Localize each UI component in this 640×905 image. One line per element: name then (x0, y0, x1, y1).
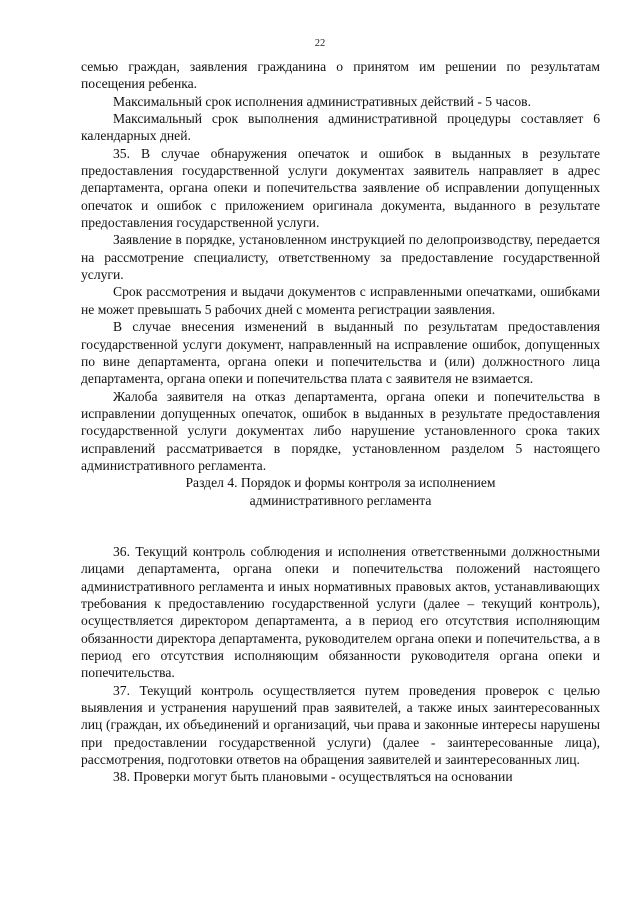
paragraph-complaint: Жалоба заявителя на отказ департамента, органа опеки и попечительства в исправлении допущенных опечаток, ошибок в выданных в результате предоставления государственной услуги документах либо нарушение установленного срока таких исправлений рассматривается в порядке, установленном разделом 5 настоящего административного регламента. (81, 388, 600, 473)
paragraph-38: 38. Проверки могут быть плановыми - осуществляться на основании (113, 769, 513, 785)
paragraph-no-fee: В случае внесения изменений в выданный по результатам предоставления государственной услуги документ, направленный на исправление ошибок, допущенных по вине департамента, органа опеки и попечительства и (или) должностного лица департамента, органа опеки и попечительства плата с заявителя не взимается. (81, 319, 600, 387)
paragraph-correction-term: Срок рассмотрения и выдачи документов с исправленными опечатками, ошибками не может превышать 5 рабочих дней с момента регистрации заявления. (81, 284, 600, 317)
paragraph-max-action-time: Максимальный срок исполнения административных действий - 5 часов. (113, 93, 531, 109)
section-spacer (81, 509, 600, 543)
section-heading-line-1: Раздел 4. Порядок и формы контроля за исполнением (185, 475, 496, 491)
page-number: 22 (314, 38, 326, 49)
section-heading-line-2: административного регламента (249, 492, 432, 508)
paragraph-37: 37. Текущий контроль осуществляется путем проведения проверок с целью выявления и устранения нарушений прав заявителей, а также иных заинтересованных лиц (граждан, их объединений и организаций, чьи права и законные интересы нарушены при предоставлении государственной услуги) (далее - заинтересованные лица), рассмотрения, подготовки ответов на обращения заявителей и заинтересованных лиц. (81, 682, 600, 768)
paragraph-35: 35. В случае обнаружения опечаток и ошибок в выданных в результате предоставления государственной услуги документах заявитель направляет в адрес департамента, органа опеки и попечительства заявление об исправлении допущенных опечаток и ошибок с приложением оригинала документа, выданного в результате предоставления государственной услуги. (81, 145, 600, 231)
paragraph-continuation: семью граждан, заявления гражданина о принятом им решении по результатам посещения ребенка. (81, 59, 600, 92)
paragraph-application-transfer: Заявление в порядке, установленном инструкцией по делопроизводству, передается на рассмотрение специалисту, ответственному за предоставление государственной услуги. (81, 232, 600, 283)
paragraph-max-procedure-time: Максимальный срок выполнения административной процедуры составляет 6 календарных дней. (81, 111, 600, 144)
paragraph-36: 36. Текущий контроль соблюдения и исполнения ответственными должностными лицами департамента, органа опеки и попечительства положений настоящего административного регламента и иных нормативных правовых актов, устанавливающих требования к предоставлению государственной услуги (далее – текущий контроль), осуществляется директором департамента, а в период его отсутствия исполняющим обязанности директора департамента, руководителем органа опеки и попечительства, а в период его отсутствия исполняющим обязанности руководителя органа опеки и попечительства. (81, 543, 600, 681)
document-body (81, 58, 600, 786)
